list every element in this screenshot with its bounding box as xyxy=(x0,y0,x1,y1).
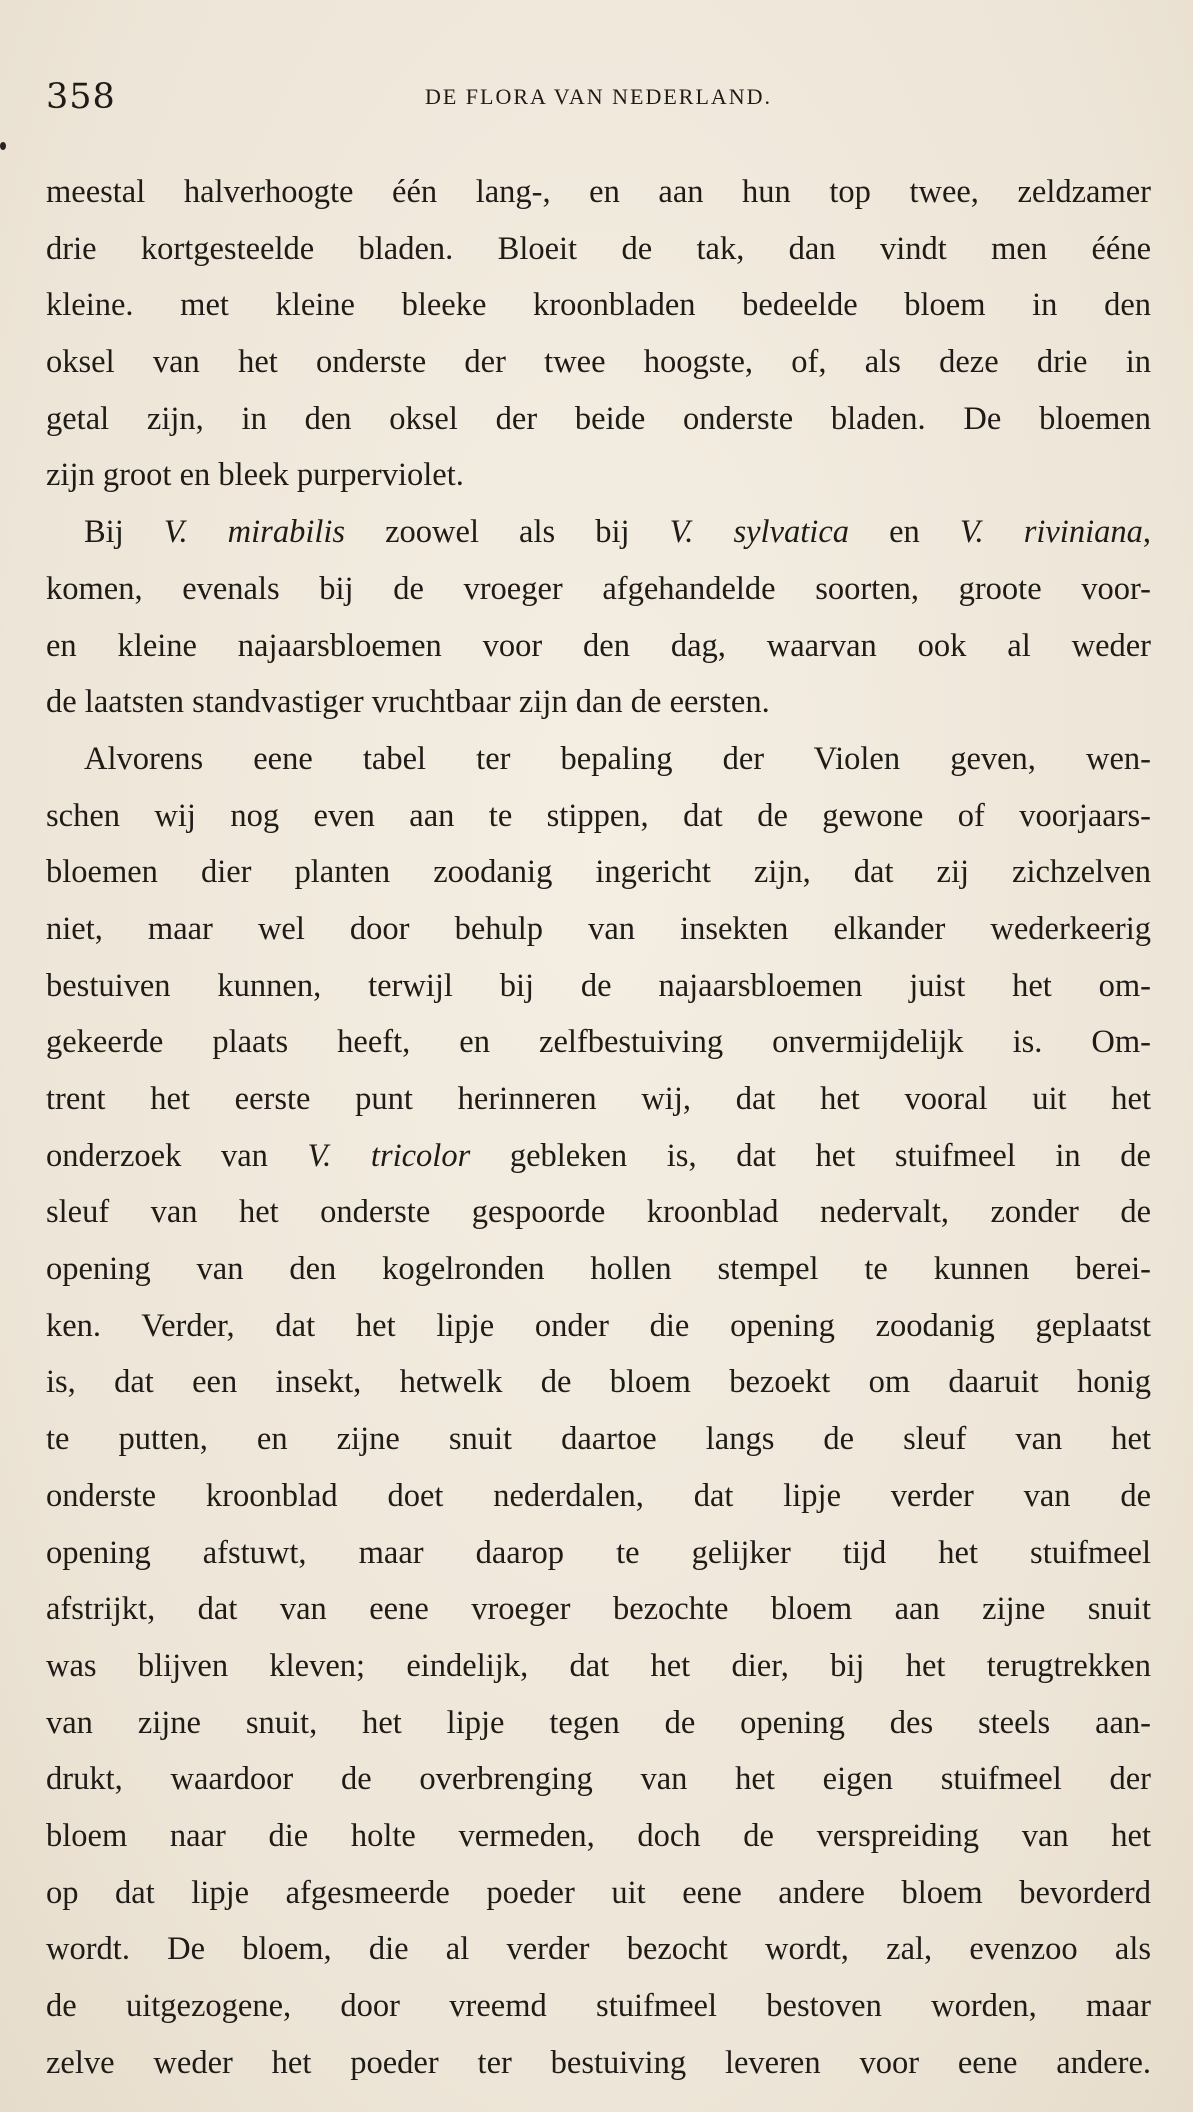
text-line: niet, maar wel door behulp van insekten elkander wederkeerig xyxy=(46,910,1151,947)
page-number: 358 xyxy=(46,77,116,117)
body-text xyxy=(46,164,1151,2091)
text-line: bestuiven kunnen, terwijl bij de najaarsbloemen juist het om- xyxy=(46,967,1151,1004)
text-line: bloemen dier planten zoodanig ingericht zijn, dat zij zichzelven xyxy=(46,854,1151,891)
text-line: en kleine najaarsbloemen voor den dag, waarvan ook al weder xyxy=(46,627,1151,664)
species-name: V. sylvatica xyxy=(669,514,849,551)
text-line: onderste kroonblad doet nederdalen, dat lipje verder van de xyxy=(46,1477,1151,1514)
text-line: komen, evenals bij de vroeger afgehandelde soorten, groote voor- xyxy=(46,570,1151,607)
text-line: de laatsten standvastiger vruchtbaar zijn dan de eersten. xyxy=(46,684,770,721)
text-run: , xyxy=(1142,514,1151,551)
text-line: te putten, en zijne snuit daartoe langs de sleuf van het xyxy=(46,1421,1151,1458)
text-line: wordt. De bloem, die al verder bezocht wordt, zal, evenzoo als xyxy=(46,1931,1151,1968)
text-line: drukt, waardoor de overbrenging van het eigen stuifmeel der xyxy=(46,1761,1151,1798)
text-line: opening afstuwt, maar daarop te gelijker tijd het stuifmeel xyxy=(46,1534,1151,1571)
text-line: oksel van het onderste der twee hoogste, of, als deze drie in xyxy=(46,344,1151,381)
text-line: trent het eerste punt herinneren wij, dat het vooral uit het xyxy=(46,1081,1151,1117)
running-title: DE FLORA VAN NEDERLAND. xyxy=(424,84,773,109)
species-name: V. riviniana xyxy=(959,514,1143,551)
text-line: gekeerde plaats heeft, en zelfbestuiving onvermijdelijk is. Om- xyxy=(46,1024,1151,1061)
text-run: Bij xyxy=(84,514,164,551)
text-line: op dat lipje afgesmeerde poeder uit eene andere bloem bevorderd xyxy=(46,1874,1151,1911)
text-line: getal zijn, in den oksel der beide onderste bladen. De bloemen xyxy=(46,400,1151,437)
text-line: van zijne snuit, het lipje tegen de opening des steels aan- xyxy=(46,1704,1151,1741)
text-line: is, dat een insekt, hetwelk de bloem bezoekt om daaruit honig xyxy=(46,1364,1151,1401)
text-run: onderzoek van xyxy=(46,1137,308,1174)
text-run: zoowel als bij xyxy=(345,514,670,551)
text-line: de uitgezogene, door vreemd stuifmeel bestoven worden, maar xyxy=(46,1988,1151,2024)
text-line: opening van den kogelronden hollen stempel te kunnen berei- xyxy=(46,1251,1151,1288)
species-name: V. mirabilis xyxy=(163,514,346,551)
species-name: V. tricolor xyxy=(307,1137,471,1174)
running-head xyxy=(46,72,1151,122)
text-line: zijn groot en bleek purperviolet. xyxy=(46,457,464,494)
text-line xyxy=(46,504,1151,561)
text-line: kleine. met kleine bleeke kroonbladen bedeelde bloem in den xyxy=(46,287,1151,324)
text-line: zelve weder het poeder ter bestuiving leveren voor eene andere. xyxy=(46,2044,1151,2081)
text-line: meestal halverhoogte één lang-, en aan hun top twee, zeldzamer xyxy=(46,174,1151,210)
text-line: Alvorens eene tabel ter bepaling der Violen geven, wen- xyxy=(84,740,1151,777)
text-line: schen wij nog even aan te stippen, dat de gewone of voorjaars- xyxy=(46,797,1151,834)
margin-ink-mark xyxy=(0,142,6,150)
text-line: ken. Verder, dat het lipje onder die opening zoodanig geplaatst xyxy=(46,1307,1151,1344)
text-line: drie kortgesteelde bladen. Bloeit de tak, dan vindt men ééne xyxy=(46,230,1151,267)
text-line xyxy=(46,1128,1151,1185)
text-run: gebleken is, dat het stuifmeel in de xyxy=(470,1137,1151,1174)
text-line: bloem naar die holte vermeden, doch de verspreiding van het xyxy=(46,1817,1151,1854)
text-run: en xyxy=(849,514,960,551)
text-line: afstrijkt, dat van eene vroeger bezochte bloem aan zijne snuit xyxy=(46,1591,1151,1628)
text-line: was blijven kleven; eindelijk, dat het dier, bij het terugtrekken xyxy=(46,1647,1151,1684)
text-line: sleuf van het onderste gespoorde kroonblad nedervalt, zonder de xyxy=(46,1194,1151,1231)
